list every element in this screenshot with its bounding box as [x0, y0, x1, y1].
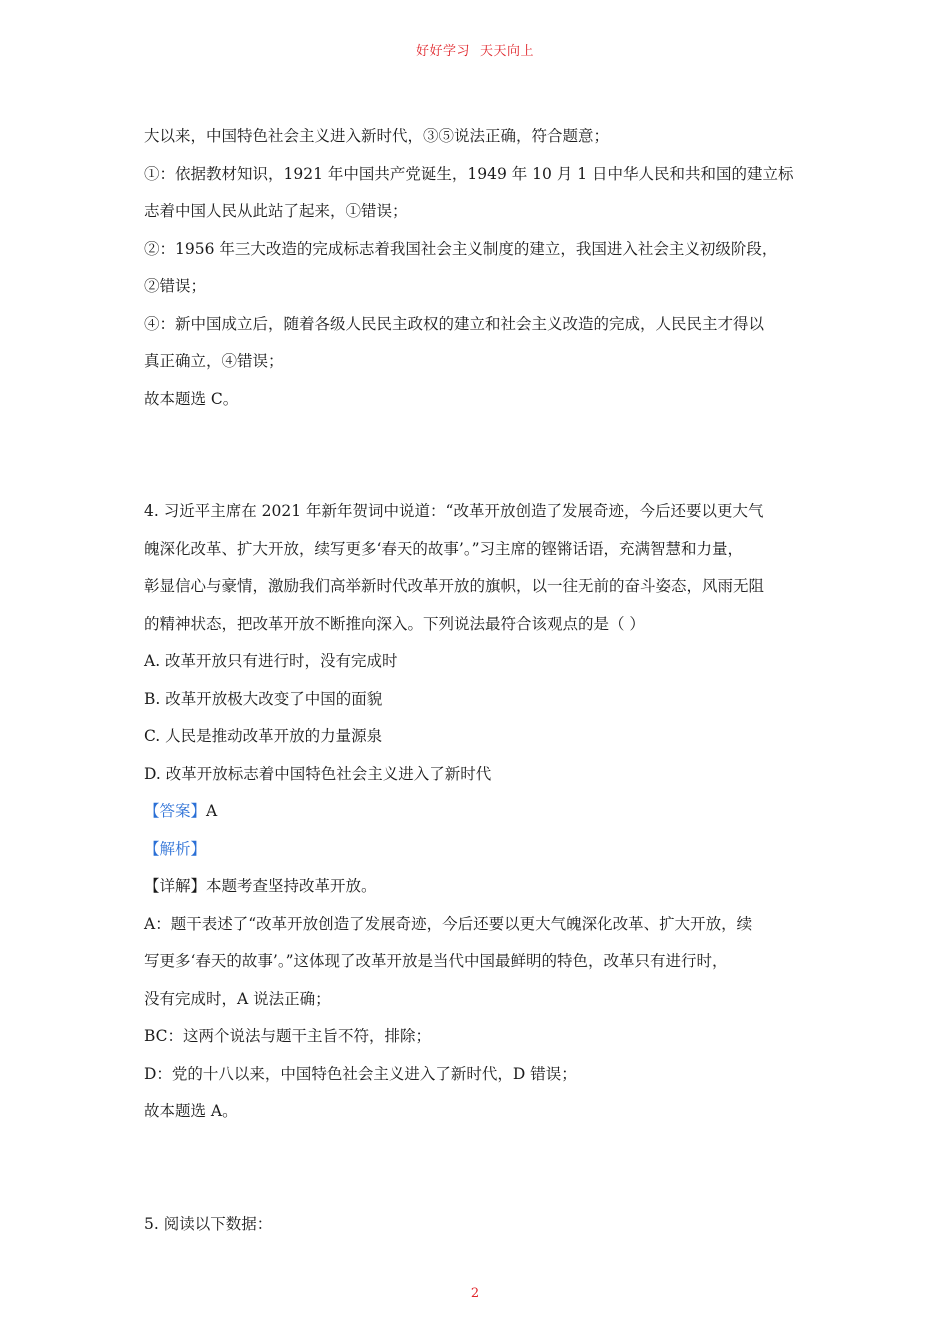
- explanation-line: 写更多‘春天的故事’。”这体现了改革开放是当代中国最鲜明的特色，改革只有进行时，: [144, 952, 728, 970]
- document-body: [144, 118, 814, 1243]
- detail-line: 【详解】本题考查坚持改革开放。: [144, 877, 377, 895]
- question-3-explanation-tail: [144, 118, 814, 418]
- text-line: 大以来，中国特色社会主义进入新时代，③⑤说法正确，符合题意；: [144, 127, 610, 145]
- answer-tag: 【答案】: [144, 802, 207, 820]
- question-5: [144, 1206, 814, 1244]
- question-stem-line: 4. 习近平主席在 2021 年新年贺词中说道：“改革开放创造了发展奇迹，今后还要以更大气: [144, 502, 764, 520]
- text-line: ④：新中国成立后，随着各级人民民主政权的建立和社会主义改造的完成，人民民主才得以: [144, 314, 765, 333]
- question-stem-line: 彰显信心与豪情，激励我们高举新时代改革开放的旗帜，以一往无前的奋斗姿态，风雨无阻: [144, 577, 765, 595]
- conclusion-line: 故本题选 A。: [144, 1102, 238, 1120]
- answer-line: [144, 793, 814, 831]
- section-gap: [144, 418, 814, 493]
- option-c: C. 人民是推动改革开放的力量源泉: [144, 727, 383, 745]
- explanation-line: A：题干表述了“改革开放创造了发展奇迹，今后还要以更大气魄深化改革、扩大开放，续: [144, 914, 753, 933]
- answer-value: A: [206, 802, 218, 820]
- section-gap: [144, 1131, 814, 1206]
- page-number: 2: [470, 1286, 480, 1301]
- analysis-tag: 【解析】: [144, 839, 207, 858]
- question-4: [144, 493, 814, 1131]
- page-header: [0, 40, 950, 59]
- explanation-line: BC：这两个说法与题干主旨不符，排除；: [144, 1027, 432, 1045]
- option-b: B. 改革开放极大改变了中国的面貌: [144, 689, 383, 708]
- question-stem-line: 的精神状态，把改革开放不断推向深入。下列说法最符合该观点的是（ ）: [144, 614, 645, 633]
- header-motto-right: 天天向上: [480, 44, 535, 59]
- option-a: A. 改革开放只有进行时，没有完成时: [144, 652, 398, 670]
- conclusion-line: 故本题选 C。: [144, 389, 239, 408]
- text-line: ①：依据教材知识，1921 年中国共产党诞生，1949 年 10 月 1 日中华人民和共和国的建立标: [144, 164, 794, 183]
- option-d: D. 改革开放标志着中国特色社会主义进入了新时代: [144, 764, 492, 783]
- text-line: 真正确立，④错误；: [144, 352, 284, 370]
- question-stem-line: 5. 阅读以下数据：: [144, 1214, 273, 1233]
- text-line: ②错误；: [144, 277, 207, 295]
- header-motto-left: 好好学习: [415, 44, 470, 59]
- text-line: ②：1956 年三大改造的完成标志着我国社会主义制度的建立，我国进入社会主义初级阶段，: [144, 239, 778, 258]
- question-stem-line: 魄深化改革、扩大开放，续写更多‘春天的故事’。”习主席的铿锵话语，充满智慧和力量，: [144, 539, 744, 558]
- explanation-line: D：党的十八以来，中国特色社会主义进入了新时代，D 错误；: [144, 1064, 577, 1083]
- text-line: 志着中国人民从此站了起来，①错误；: [144, 202, 408, 220]
- explanation-line: 没有完成时，A 说法正确；: [144, 989, 331, 1008]
